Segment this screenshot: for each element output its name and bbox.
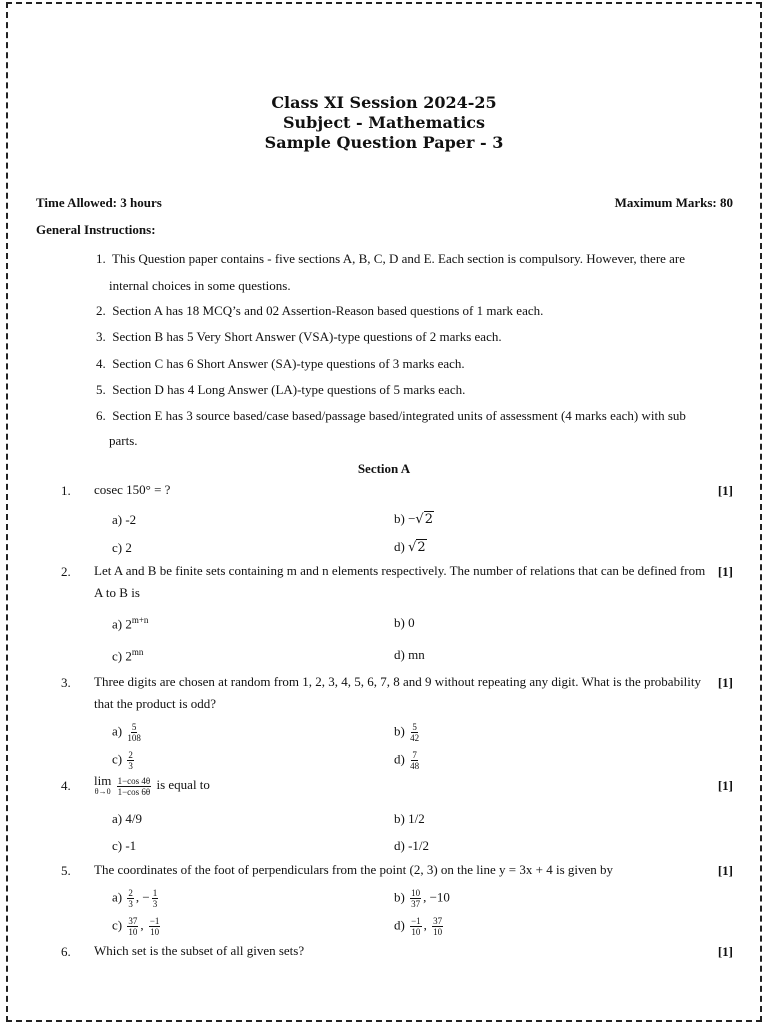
fraction: $\frac{1}{3}$ [152,888,158,909]
question-marks: [1] [717,778,733,793]
general-instructions-heading: General Instructions: [36,222,156,237]
fraction: $\frac{5}{108}$ [127,722,141,743]
option-c: c) $\frac{37}{10}$ , $\frac{-1}{10}$ [112,916,160,937]
fraction: $\frac{37}{10}$ [433,916,443,937]
instruction-item: 5. Section D has 4 Long Answer (LA)-type questions of 5 marks each. [96,382,466,397]
question-text: cosec 150° = ? [94,482,171,497]
fraction: $\frac{5}{42}$ [410,722,420,743]
question-number: 6. [61,944,71,959]
question-marks: [1] [717,863,733,878]
title-subject: Subject - Mathematics [282,113,486,132]
question-text: Let A and B be finite sets containing m and n elements respectively. The number of relations that can be defined from A to B is [94,563,706,600]
title-paper: Sample Question Paper - 3 [264,133,504,152]
paper-title [0,93,768,153]
fraction: $\frac{2}{3}$ [128,750,133,771]
option-b: b) −√2 [394,511,433,527]
fraction: $\frac{7}{48}$ [410,750,420,771]
option-c: c) -1 [112,838,137,853]
maximum-marks: Maximum Marks: 80 [614,195,733,210]
fraction: $\frac{10}{37}$ [411,888,421,909]
option-b: b) 0 [394,615,415,630]
question-marks: [1] [717,564,733,579]
option-a: a) $\frac{2}{3}$ , − $\frac{1}{3}$ [112,888,158,909]
option-b: b) $\frac{10}{37}$ , −10 [394,888,450,909]
option-a: a) $2^{m+n}$ [112,615,149,632]
question-text: Which set is the subset of all given sets? [94,943,305,958]
title-class: Class XI Session 2024-25 [271,93,497,112]
question-text: The coordinates of the foot of perpendiculars from the point (2, 3) on the line y = 3x + 4 is given by [94,862,614,877]
option-a: a) $\frac{5}{108}$ [112,722,141,743]
fraction: $\frac{1-\cos 4\theta}{1-\cos 6\theta}$ [117,775,151,797]
option-d: d) -1/2 [394,838,430,853]
sqrt-icon: √2 [415,512,433,527]
option-c: c) $2^{mn}$ [112,647,144,664]
option-b: b) $\frac{5}{42}$ [394,722,420,743]
question-text: lim θ→0 $\frac{1-\cos 4\theta}{1-\cos 6\theta}$ is equal to [94,773,210,797]
limit-expression: lim θ→0 [94,773,112,797]
sqrt-icon: √2 [408,540,426,555]
option-a: a) -2 [112,512,137,527]
instruction-item: 1. This Question paper contains - five sections A, B, C, D and E. Each section is compulsory. However, there are internal choices in some questions. [96,251,686,293]
option-a: a) 4/9 [112,811,142,826]
question-number: 1. [61,483,71,498]
fraction: $\frac{-1}{10}$ [411,916,421,937]
time-allowed: Time Allowed: 3 hours [36,195,162,210]
question-marks: [1] [717,944,733,959]
question-number: 3. [61,675,71,690]
fraction: $\frac{37}{10}$ [128,916,138,937]
question-marks: [1] [717,483,733,498]
fraction: $\frac{2}{3}$ [128,888,133,909]
option-d: d) mn [394,647,425,662]
question-number: 4. [61,778,71,793]
instruction-item: 3. Section B has 5 Very Short Answer (VSA)-type questions of 2 marks each. [96,329,502,344]
option-d: d) $\frac{-1}{10}$ , $\frac{37}{10}$ [394,916,443,937]
option-d: d) $\frac{7}{48}$ [394,750,420,771]
instruction-item: 6. Section E has 3 source based/case based/passage based/integrated units of assessment (4 marks each) with sub parts. [96,408,686,448]
question-marks: [1] [717,675,733,690]
question-number: 5. [61,863,71,878]
question-number: 2. [61,564,71,579]
instruction-item: 4. Section C has 6 Short Answer (SA)-type questions of 3 marks each. [96,356,465,371]
instruction-item: 2. Section A has 18 MCQ’s and 02 Assertion-Reason based questions of 1 mark each. [96,303,544,318]
option-d: d) √2 [394,539,426,555]
option-c: c) $\frac{2}{3}$ [112,750,133,771]
fraction: $\frac{-1}{10}$ [149,916,160,937]
option-b: b) 1/2 [394,811,425,826]
question-text: Three digits are chosen at random from 1, 2, 3, 4, 5, 6, 7, 8 and 9 without repeating any digit. What is the probability that the product is odd? [94,674,702,711]
option-c: c) 2 [112,540,132,555]
section-a-heading: Section A [357,461,411,476]
